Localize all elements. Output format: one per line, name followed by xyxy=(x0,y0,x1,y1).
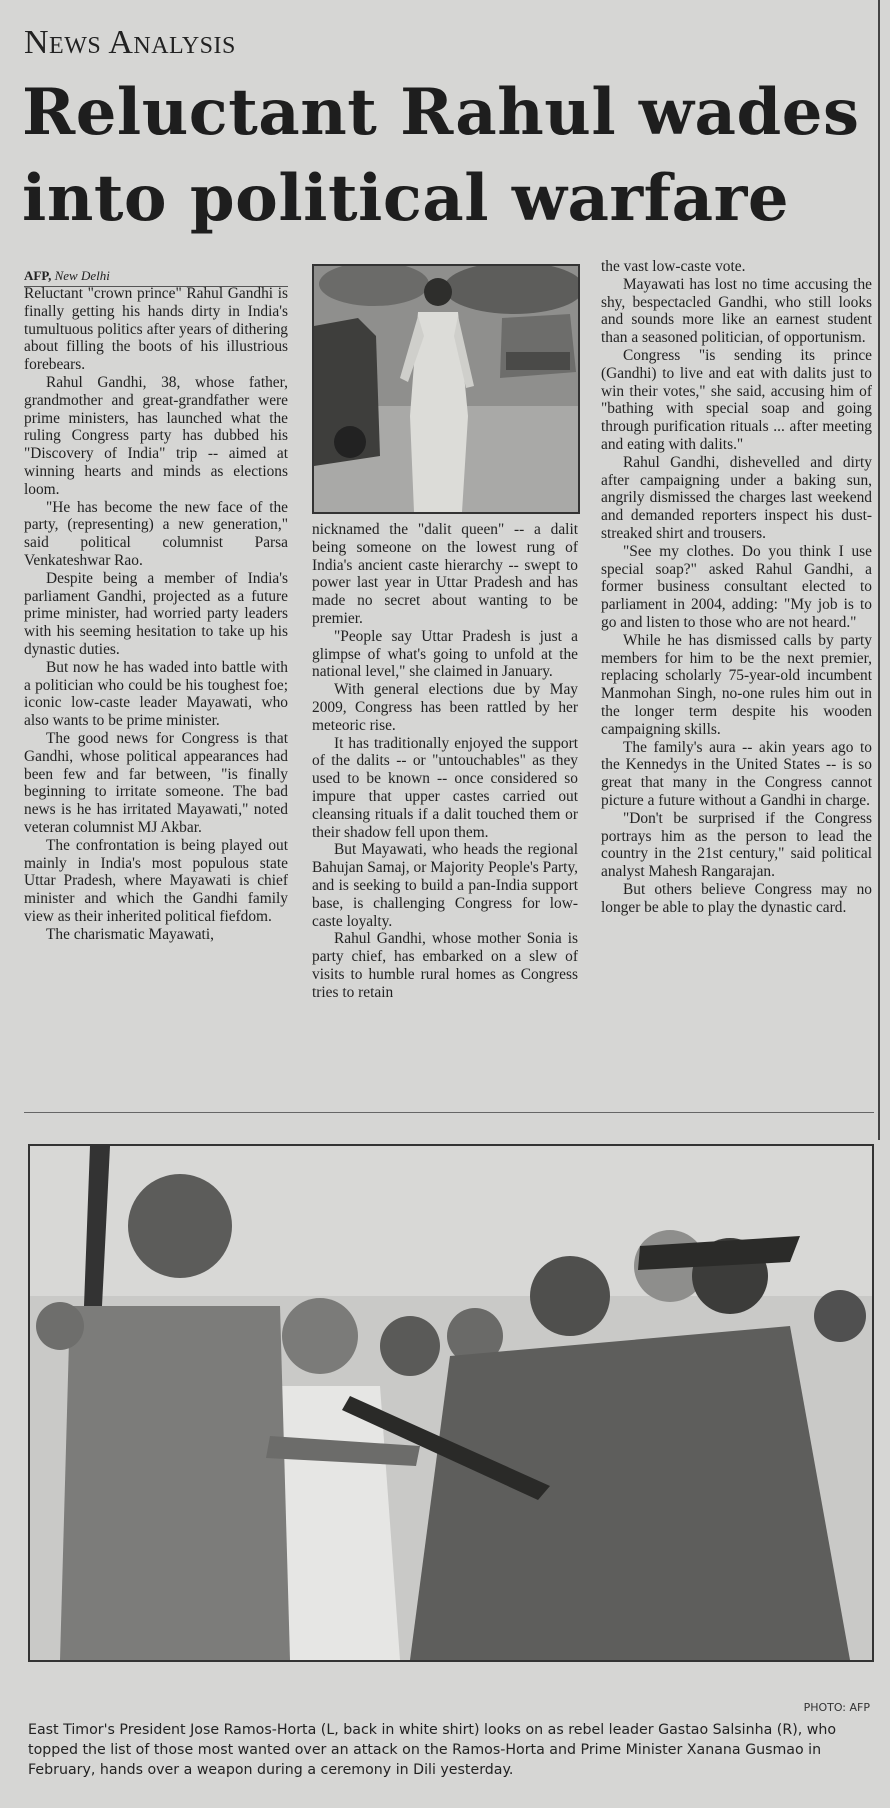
dili-ceremony-photo xyxy=(28,1144,874,1662)
paragraph: The good news for Congress is that Gandhi, whose political appearances had been few and far between, "is finally beginning to irritate someone. The bad news is he has irritated Mayawati," noted veteran columnist MJ Akbar. xyxy=(24,729,288,836)
rahul-gandhi-photo xyxy=(312,264,580,514)
paragraph: Reluctant "crown prince" Rahul Gandhi is finally getting his hands dirty in India's tumultuous politics after years of dithering about filling the boots of his illustrious forebears. xyxy=(24,285,288,374)
article-column-2 xyxy=(312,521,578,1002)
paragraph: "People say Uttar Pradesh is just a glimpse of what's going to unfold at the national level," she claimed in January. xyxy=(312,627,578,681)
article-column-1 xyxy=(24,285,288,943)
paragraph: With general elections due by May 2009, Congress has been rattled by her meteoric rise. xyxy=(312,681,578,734)
paragraph: It has traditionally enjoyed the support of the dalits -- or "untouchables" as they used to be known -- once considered so impure that upper castes carried out cleansing rituals if a dalit touched them or their shadow fell upon them. xyxy=(312,734,578,841)
section-divider xyxy=(24,1112,874,1113)
photo-credit: PHOTO: AFP xyxy=(803,1701,870,1714)
paragraph: But others believe Congress may no longer be able to play the dynastic card. xyxy=(601,880,872,916)
paragraph: But Mayawati, who heads the regional Bahujan Samaj, or Majority People's Party, and is seeking to build a pan-India support base, is challenging Congress for low-caste loyalty. xyxy=(312,841,578,930)
paragraph: nicknamed the "dalit queen" -- a dalit being someone on the lowest rung of India's ancient caste hierarchy -- swept to power last year in Uttar Pradesh and has made no secret about wanting to be premier. xyxy=(312,521,578,627)
dili-ceremony-photo-illustration xyxy=(30,1146,872,1660)
byline-agency: AFP, xyxy=(24,268,52,283)
headline: Reluctant Rahul wades into political warfare xyxy=(22,75,860,236)
rahul-gandhi-photo-illustration xyxy=(314,266,578,512)
paragraph: "Don't be surprised if the Congress portrays him as the person to lead the country in the 21st century," said political analyst Mahesh Rangarajan. xyxy=(601,809,872,881)
paragraph: Congress "is sending its prince (Gandhi) to live and eat with dalits just to win their votes," she said, accusing him of "bathing with special soap and going through purification rituals ... after meeting and eating with dalits." xyxy=(601,346,872,453)
paragraph: The confrontation is being played out mainly in India's most populous state Uttar Pradesh, where Mayawati is chief minister and which the Gandhi family view as their inherited political fiefdom. xyxy=(24,836,288,925)
section-kicker: News Analysis xyxy=(24,24,236,61)
paragraph: While he has dismissed calls by party members for him to be the next premier, replacing scholarly 75-year-old incumbent Manmohan Singh, no-one rules him out in the longer term despite his wooden campaigning skills. xyxy=(601,631,872,738)
paragraph: "He has become the new face of the party, (representing) a new generation," said political columnist Parsa Venkateshwar Rao. xyxy=(24,498,288,569)
paragraph: Rahul Gandhi, dishevelled and dirty after campaigning under a baking sun, angrily dismissed the charges last weekend and demanded reporters inspect his dust-streaked shirt and trousers. xyxy=(601,453,872,542)
photo-caption: East Timor's President Jose Ramos-Horta (L, back in white shirt) looks on as rebel leader Gastao Salsinha (R), who topped the list of those most wanted over an attack on the Ramos-Horta and Prime Minister Xanana Gusmao in February, hands over a weapon during a ceremony in Dili yesterday. xyxy=(28,1722,837,1778)
paragraph: But now he has waded into battle with a politician who could be his toughest foe; iconic low-caste leader Mayawati, who also wants to be prime minister. xyxy=(24,658,288,730)
paragraph: The charismatic Mayawati, xyxy=(46,925,214,943)
paragraph: Rahul Gandhi, 38, whose father, grandmother and great-grandfather were prime ministers, has launched what the ruling Congress party has dubbed his "Discovery of India" trip -- aimed at winning hearts and minds as elections loom. xyxy=(24,373,288,498)
paragraph: The family's aura -- akin years ago to the Kennedys in the United States -- is so great that many in the Congress cannot picture a future without a Gandhi in charge. xyxy=(601,738,872,809)
paragraph: the vast low-caste vote. xyxy=(601,258,746,275)
paragraph: Rahul Gandhi, whose mother Sonia is party chief, has embarked on a slew of visits to humble rural homes as Congress tries to retain xyxy=(312,930,578,1001)
article-column-3 xyxy=(601,258,872,916)
column-rule xyxy=(878,0,880,1140)
paragraph: Mayawati has lost no time accusing the shy, bespectacled Gandhi, who still looks and sounds more like an earnest student than a seasoned politician, of opportunism. xyxy=(601,275,872,347)
paragraph: "See my clothes. Do you think I use special soap?" asked Rahul Gandhi, a former business consultant elected to parliament in 2004, adding: "My job is to go and listen to those who are not heard." xyxy=(601,542,872,631)
byline-location: New Delhi xyxy=(54,268,110,283)
paragraph: Despite being a member of India's parliament Gandhi, projected as a future prime minister, had worried party leaders with his seeming hesitation to take up his dynastic duties. xyxy=(24,569,288,658)
